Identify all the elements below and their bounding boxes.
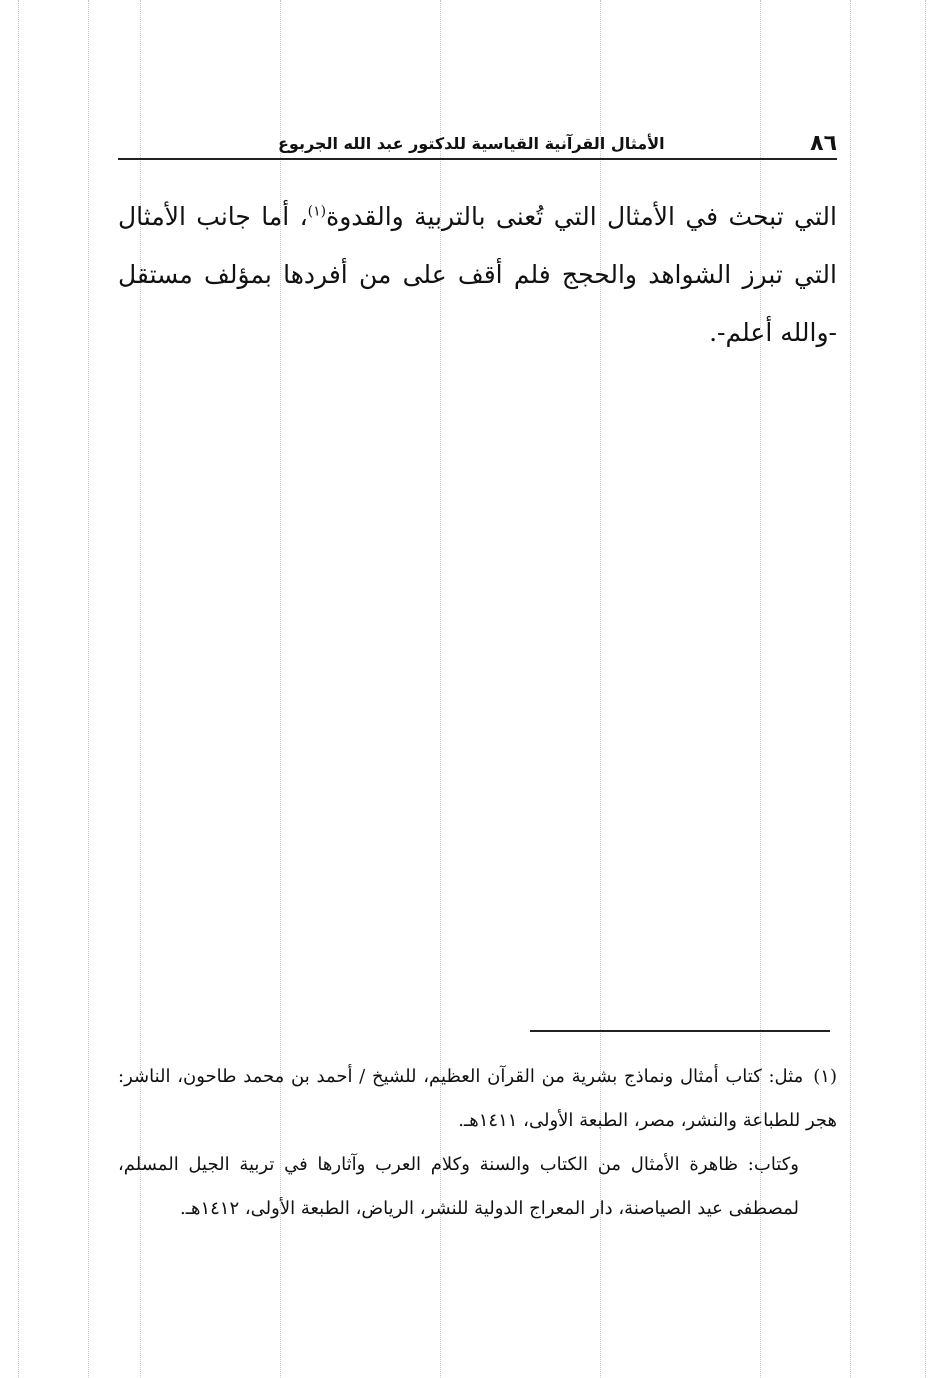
footnote-separator — [530, 1030, 830, 1032]
paragraph-text: التي تبحث في الأمثال التي تُعنى بالتربية والقدوة — [326, 202, 837, 231]
footnotes — [118, 1055, 837, 1231]
running-title: الأمثال القرآنية القياسية للدكتور عبد الله الجربوع — [278, 133, 665, 153]
main-paragraph — [118, 188, 837, 362]
footnote-entry — [118, 1143, 837, 1231]
footnote-reference[interactable]: (١) — [307, 203, 327, 220]
page-header — [118, 128, 837, 160]
footnote-entry — [118, 1055, 837, 1143]
footnote-number: (١) — [813, 1066, 837, 1087]
footnote-text: وكتاب: ظاهرة الأمثال من الكتاب والسنة وكلام العرب وآثارها في تربية الجيل المسلم، لمصطفى عيد الصياصنة، دار المعراج الدولية للنشر، الرياض، الطبعة الأولى، ١٤١٢هـ. — [118, 1154, 799, 1219]
footnote-text: مثل: كتاب أمثال ونماذج بشرية من القرآن العظيم، للشيخ / أحمد بن محمد طاحون، الناشر: هجر للطباعة والنشر، مصر، الطبعة الأولى، ١٤١١هـ. — [118, 1066, 837, 1131]
paragraph-text: ، أما جانب الأمثال التي تبرز الشواهد والحجج فلم أقف على من أفردها بمؤلف مستقل -والله أعلم-. — [118, 202, 837, 347]
page-number: ٨٦ — [810, 130, 837, 156]
